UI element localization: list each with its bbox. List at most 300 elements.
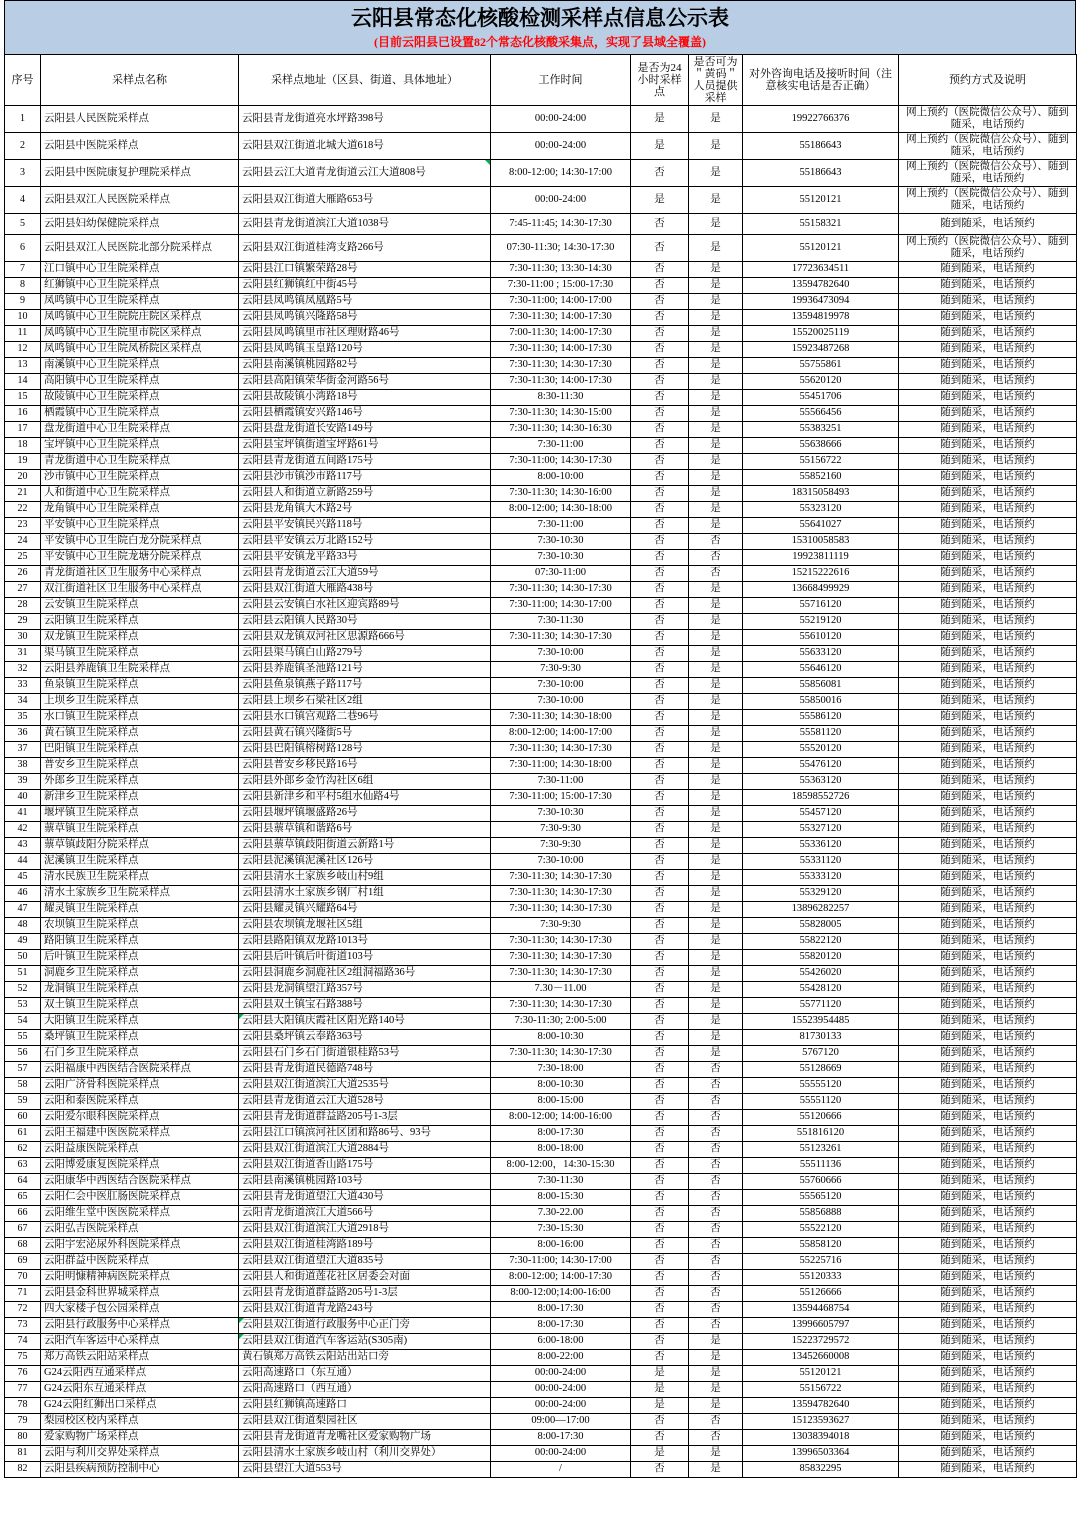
table-row [5, 160, 1077, 187]
cell-seq: 15 [5, 390, 41, 406]
cell-address: 云阳县江口镇滨河社区团和路86号、93号 [239, 1126, 491, 1142]
cell-name: 上坝乡卫生院采样点 [41, 694, 239, 710]
cell-24h: 否 [631, 278, 689, 294]
cell-name: 巴阳镇卫生院采样点 [41, 742, 239, 758]
cell-worktime: 7:30-11:30; 14:30-17:30 [491, 998, 631, 1014]
cell-name: 红狮镇中心卫生院采样点 [41, 278, 239, 294]
cell-booking: 随到随采，电话预约 [899, 1350, 1077, 1366]
table-row [5, 838, 1077, 854]
cell-name: 云阳汽车客运中心采样点 [41, 1334, 239, 1350]
cell-24h: 否 [631, 1462, 689, 1478]
cell-name: 云阳县行政服务中心采样点 [41, 1318, 239, 1334]
cell-worktime: 8:00-10:00 [491, 470, 631, 486]
cell-booking: 随到随采，电话预约 [899, 1382, 1077, 1398]
cell-booking: 随到随采，电话预约 [899, 1030, 1077, 1046]
cell-24h: 否 [631, 1158, 689, 1174]
cell-address: 云阳县红狮镇高速路口 [239, 1398, 491, 1414]
cell-seq: 56 [5, 1046, 41, 1062]
cell-worktime: 7:30-9:30 [491, 822, 631, 838]
cell-24h: 否 [631, 726, 689, 742]
cell-seq: 70 [5, 1270, 41, 1286]
cell-booking: 随到随采，电话预约 [899, 998, 1077, 1014]
cell-yellowcode: 是 [689, 694, 743, 710]
cell-phone: 55186643 [743, 160, 899, 187]
table-row [5, 1062, 1077, 1078]
cell-24h: 否 [631, 374, 689, 390]
cell-worktime: 8:00-10:30 [491, 1030, 631, 1046]
cell-seq: 55 [5, 1030, 41, 1046]
cell-seq: 54 [5, 1014, 41, 1030]
cell-phone: 55820120 [743, 950, 899, 966]
cell-booking: 随到随采，电话预约 [899, 1206, 1077, 1222]
cell-worktime: 7:30-11:30; 14:30-17:30 [491, 1046, 631, 1062]
col-header-worktime: 工作时间 [491, 55, 631, 106]
cell-name: 龙角镇中心卫生院采样点 [41, 502, 239, 518]
cell-yellowcode: 是 [689, 630, 743, 646]
cell-name: 凤鸣镇中心卫生院采样点 [41, 294, 239, 310]
cell-seq: 57 [5, 1062, 41, 1078]
table-row [5, 1462, 1077, 1478]
cell-24h: 否 [631, 710, 689, 726]
table-row [5, 998, 1077, 1014]
table-row [5, 598, 1077, 614]
cell-booking: 随到随采，电话预约 [899, 438, 1077, 454]
cell-booking: 随到随采，电话预约 [899, 534, 1077, 550]
cell-name: G24云阳红狮出口采样点 [41, 1398, 239, 1414]
cell-worktime: 7:30-11:30; 14:30-16:30 [491, 422, 631, 438]
cell-booking: 随到随采，电话预约 [899, 1334, 1077, 1350]
cell-booking: 随到随采，电话预约 [899, 1142, 1077, 1158]
cell-address: 云阳县巴阳镇榕树路128号 [239, 742, 491, 758]
cell-seq: 26 [5, 566, 41, 582]
cell-seq: 30 [5, 630, 41, 646]
cell-booking: 随到随采，电话预约 [899, 806, 1077, 822]
cell-phone: 13038394018 [743, 1430, 899, 1446]
cell-booking: 随到随采，电话预约 [899, 454, 1077, 470]
col-header-yellowcode: 是否可为＂黄码＂人员提供采样 [689, 55, 743, 106]
cell-worktime: 7:30-11:30; 14:30-17:30 [491, 950, 631, 966]
cell-address: 云阳高速路口（东互通） [239, 1366, 491, 1382]
cell-24h: 否 [631, 966, 689, 982]
cell-booking: 随到随采，电话预约 [899, 486, 1077, 502]
cell-booking: 随到随采，电话预约 [899, 1254, 1077, 1270]
table-row [5, 406, 1077, 422]
table-row [5, 726, 1077, 742]
cell-24h: 否 [631, 358, 689, 374]
cell-phone: 55856888 [743, 1206, 899, 1222]
cell-booking: 随到随采，电话预约 [899, 870, 1077, 886]
cell-24h: 否 [631, 1094, 689, 1110]
cell-worktime: 00:00-24:00 [491, 106, 631, 133]
sampling-points-table [4, 54, 1077, 1478]
cell-worktime: 7:30-11:00 [491, 518, 631, 534]
cell-phone: 13996605797 [743, 1318, 899, 1334]
cell-worktime: 7:30-11:00; 14:30-17:30 [491, 454, 631, 470]
cell-seq: 51 [5, 966, 41, 982]
cell-name: 栖霞镇中心卫生院采样点 [41, 406, 239, 422]
cell-phone: 13594468754 [743, 1302, 899, 1318]
cell-phone: 55566456 [743, 406, 899, 422]
table-row [5, 1302, 1077, 1318]
cell-address: 云阳县双土镇宝石路388号 [239, 998, 491, 1014]
table-row [5, 310, 1077, 326]
cell-booking: 随到随采，电话预约 [899, 678, 1077, 694]
table-row [5, 187, 1077, 214]
cell-seq: 4 [5, 187, 41, 214]
cell-worktime: 7:30-11:30; 14:30-17:30 [491, 742, 631, 758]
cell-yellowcode: 否 [689, 1206, 743, 1222]
cell-yellowcode: 是 [689, 454, 743, 470]
cell-worktime: 7:30-11:00 [491, 774, 631, 790]
cell-yellowcode: 是 [689, 518, 743, 534]
cell-24h: 否 [631, 998, 689, 1014]
cell-yellowcode: 是 [689, 438, 743, 454]
cell-address: 云阳县青龙街道云江大道59号 [239, 566, 491, 582]
cell-booking: 随到随采，电话预约 [899, 598, 1077, 614]
cell-24h: 否 [631, 390, 689, 406]
cell-yellowcode: 否 [689, 1174, 743, 1190]
cell-address: 云阳青龙街道滨江大道566号 [239, 1206, 491, 1222]
cell-booking: 随到随采，电话预约 [899, 326, 1077, 342]
cell-worktime: 7:30-9:30 [491, 662, 631, 678]
cell-phone: 18598552726 [743, 790, 899, 806]
cell-24h: 否 [631, 422, 689, 438]
cell-phone: 17723634511 [743, 262, 899, 278]
cell-seq: 7 [5, 262, 41, 278]
cell-phone: 55156722 [743, 1382, 899, 1398]
cell-address: 云阳县青龙街道云江大道528号 [239, 1094, 491, 1110]
cell-name: 凤鸣镇中心卫生院凤桥院区采样点 [41, 342, 239, 358]
cell-name: 盘龙街道中心卫生院采样点 [41, 422, 239, 438]
cell-address: 云阳县龙洞镇望江路357号 [239, 982, 491, 998]
cell-booking: 随到随采，电话预约 [899, 854, 1077, 870]
cell-seq: 60 [5, 1110, 41, 1126]
cell-24h: 否 [631, 160, 689, 187]
cell-name: 后叶镇卫生院采样点 [41, 950, 239, 966]
cell-24h: 否 [631, 870, 689, 886]
cell-booking: 随到随采，电话预约 [899, 1270, 1077, 1286]
cell-worktime: 09:00—17:00 [491, 1414, 631, 1430]
cell-yellowcode: 是 [689, 422, 743, 438]
table-row [5, 854, 1077, 870]
table-frame [4, 0, 1076, 1478]
table-row [5, 966, 1077, 982]
table-row [5, 934, 1077, 950]
cell-yellowcode: 是 [689, 214, 743, 235]
cell-seq: 8 [5, 278, 41, 294]
cell-name: 凤鸣镇中心卫生院里市院区采样点 [41, 326, 239, 342]
cell-phone: 55555120 [743, 1078, 899, 1094]
page-title: 云阳县常态化核酸检测采样点信息公示表 [351, 7, 729, 30]
cell-address: 云阳县鱼泉镇燕子路117号 [239, 678, 491, 694]
cell-worktime: 7:30-11:30; 14:00-17:30 [491, 342, 631, 358]
cell-address: 云阳县南溪镇桃园路103号 [239, 1174, 491, 1190]
cell-worktime: 7:30-9:30 [491, 918, 631, 934]
cell-booking: 随到随采，电话预约 [899, 758, 1077, 774]
cell-name: 江口镇中心卫生院采样点 [41, 262, 239, 278]
cell-yellowcode: 是 [689, 1382, 743, 1398]
table-row [5, 262, 1077, 278]
cell-booking: 随到随采，电话预约 [899, 1014, 1077, 1030]
cell-seq: 23 [5, 518, 41, 534]
cell-name: 水口镇卫生院采样点 [41, 710, 239, 726]
cell-address: 云阳县双江街道滨江大道2535号 [239, 1078, 491, 1094]
cell-booking: 随到随采，电话预约 [899, 790, 1077, 806]
cell-24h: 是 [631, 1366, 689, 1382]
cell-seq: 43 [5, 838, 41, 854]
cell-24h: 否 [631, 1126, 689, 1142]
table-row [5, 534, 1077, 550]
cell-yellowcode: 是 [689, 374, 743, 390]
cell-yellowcode: 是 [689, 742, 743, 758]
cell-worktime: 7:30-11:30; 14:30-17:30 [491, 934, 631, 950]
cell-booking: 随到随采，电话预约 [899, 838, 1077, 854]
cell-address: 云阳县江口镇繁荣路28号 [239, 262, 491, 278]
cell-booking: 随到随采，电话预约 [899, 630, 1077, 646]
cell-phone: 55520120 [743, 742, 899, 758]
cell-24h: 否 [631, 950, 689, 966]
cell-worktime: 7:30-11:30; 14:30-17:30 [491, 582, 631, 598]
cell-name: 云阳县双江人民医院采样点 [41, 187, 239, 214]
cell-worktime: 7:45-11:45; 14:30-17:30 [491, 214, 631, 235]
cell-name: 云阳县养鹿镇卫生院采样点 [41, 662, 239, 678]
cell-worktime: 7:30-11:30; 14:30-17:30 [491, 886, 631, 902]
cell-24h: 否 [631, 1302, 689, 1318]
cell-name: 泥溪镇卫生院采样点 [41, 854, 239, 870]
cell-seq: 22 [5, 502, 41, 518]
cell-seq: 48 [5, 918, 41, 934]
cell-yellowcode: 是 [689, 582, 743, 598]
cell-address: 云阳县凤鸣镇凤凰路5号 [239, 294, 491, 310]
table-row [5, 630, 1077, 646]
cell-yellowcode: 是 [689, 342, 743, 358]
cell-worktime: 7:30-15:30 [491, 1222, 631, 1238]
cell-24h: 否 [631, 790, 689, 806]
cell-phone: 551816120 [743, 1126, 899, 1142]
table-row [5, 470, 1077, 486]
cell-24h: 否 [631, 294, 689, 310]
cell-24h: 否 [631, 1110, 689, 1126]
cell-name: 云阳县疾病预防控制中心 [41, 1462, 239, 1478]
cell-booking: 随到随采，电话预约 [899, 902, 1077, 918]
cell-name: 郑万高铁云阳站采样点 [41, 1350, 239, 1366]
cell-phone: 55850016 [743, 694, 899, 710]
cell-phone: 15310058583 [743, 534, 899, 550]
cell-name: 梨园校区校内采样点 [41, 1414, 239, 1430]
cell-phone: 19922766376 [743, 106, 899, 133]
cell-24h: 否 [631, 454, 689, 470]
table-row [5, 710, 1077, 726]
cell-address: 云阳县外郎乡金竹沟社区6组 [239, 774, 491, 790]
col-header-booking: 预约方式及说明 [899, 55, 1077, 106]
table-row [5, 1366, 1077, 1382]
table-row [5, 390, 1077, 406]
cell-seq: 25 [5, 550, 41, 566]
cell-booking: 随到随采，电话预约 [899, 726, 1077, 742]
cell-name: 洞鹿乡卫生院采样点 [41, 966, 239, 982]
cell-worktime: 7:30-11:30; 14:30-17:30 [491, 358, 631, 374]
table-row [5, 806, 1077, 822]
cell-name: 新津乡卫生院采样点 [41, 790, 239, 806]
cell-phone: 85832295 [743, 1462, 899, 1478]
cell-address: 云阳县农坝镇龙堰社区5组 [239, 918, 491, 934]
cell-name: 石门乡卫生院采样点 [41, 1046, 239, 1062]
cell-worktime: 7:30-11:30; 14:30-16:00 [491, 486, 631, 502]
cell-phone: 55828005 [743, 918, 899, 934]
cell-worktime: 7:30-11:00 [491, 438, 631, 454]
cell-phone: 55126666 [743, 1286, 899, 1302]
cell-booking: 随到随采，电话预约 [899, 710, 1077, 726]
cell-address: 云阳县泥溪镇泥溪社区126号 [239, 854, 491, 870]
table-row [5, 1142, 1077, 1158]
table-row [5, 422, 1077, 438]
cell-worktime: 7:30-9:30 [491, 838, 631, 854]
cell-name: 云阳县中医院康复护理院采样点 [41, 160, 239, 187]
cell-name: 普安乡卫生院采样点 [41, 758, 239, 774]
cell-seq: 14 [5, 374, 41, 390]
cell-seq: 16 [5, 406, 41, 422]
cell-24h: 否 [631, 1270, 689, 1286]
cell-address: 云阳县新津乡和平村5组水仙路4号 [239, 790, 491, 806]
cell-address: 云阳县青龙街道群益路205号1-3层 [239, 1110, 491, 1126]
cell-address: 云阳县养鹿镇圣池路121号 [239, 662, 491, 678]
cell-name: 云阳县双江人民医院北部分院采样点 [41, 235, 239, 262]
cell-24h: 否 [631, 1206, 689, 1222]
cell-worktime: 6:00-18:00 [491, 1334, 631, 1350]
cell-worktime: 7:30-11:00; 14:30-17:00 [491, 598, 631, 614]
table-row [5, 326, 1077, 342]
table-row [5, 1174, 1077, 1190]
cell-worktime: 7:30-11:30; 14:30-18:00 [491, 710, 631, 726]
cell-phone: 55641027 [743, 518, 899, 534]
cell-name: 云阳仁会中医肛肠医院采样点 [41, 1190, 239, 1206]
cell-name: 云阳明慷精神病医院采样点 [41, 1270, 239, 1286]
cell-worktime: 8:00-12:00;14:00-16:00 [491, 1286, 631, 1302]
cell-seq: 9 [5, 294, 41, 310]
table-row [5, 950, 1077, 966]
cell-24h: 否 [631, 646, 689, 662]
cell-booking: 随到随采，电话预约 [899, 566, 1077, 582]
cell-booking: 网上预约（医院微信公众号）、随到随采，电话预约 [899, 133, 1077, 160]
cell-seq: 72 [5, 1302, 41, 1318]
cell-booking: 随到随采，电话预约 [899, 502, 1077, 518]
cell-phone: 55633120 [743, 646, 899, 662]
header-row [5, 55, 1077, 106]
cell-seq: 52 [5, 982, 41, 998]
cell-address: 云阳县双江街道滨江大道2884号 [239, 1142, 491, 1158]
cell-worktime: 00:00-24:00 [491, 187, 631, 214]
cell-seq: 32 [5, 662, 41, 678]
cell-address: 云阳县望江大道553号 [239, 1462, 491, 1478]
cell-24h: 否 [631, 310, 689, 326]
cell-phone: 55822120 [743, 934, 899, 950]
cell-phone: 19923811119 [743, 550, 899, 566]
cell-name: 云安镇卫生院采样点 [41, 598, 239, 614]
cell-yellowcode: 是 [689, 1014, 743, 1030]
cell-worktime: 00:00-24:00 [491, 1366, 631, 1382]
cell-seq: 69 [5, 1254, 41, 1270]
cell-seq: 68 [5, 1238, 41, 1254]
cell-phone: 55760666 [743, 1174, 899, 1190]
cell-booking: 随到随采，电话预约 [899, 518, 1077, 534]
cell-seq: 29 [5, 614, 41, 630]
table-row [5, 1190, 1077, 1206]
cell-seq: 50 [5, 950, 41, 966]
cell-phone: 55120666 [743, 1110, 899, 1126]
cell-worktime: 8:00-12:00; 14:30-18:00 [491, 502, 631, 518]
cell-booking: 随到随采，电话预约 [899, 294, 1077, 310]
table-row [5, 758, 1077, 774]
cell-yellowcode: 否 [689, 1254, 743, 1270]
cell-address: 云阳县红狮镇红中街45号 [239, 278, 491, 294]
cell-address: 云阳县青龙街道群益路205号1-3层 [239, 1286, 491, 1302]
cell-worktime: 00:00-24:00 [491, 1446, 631, 1462]
cell-24h: 否 [631, 1030, 689, 1046]
cell-address: 云阳县沙市镇沙市路117号 [239, 470, 491, 486]
cell-24h: 否 [631, 1350, 689, 1366]
cell-name: 宝坪镇中心卫生院采样点 [41, 438, 239, 454]
cell-phone: 13594819978 [743, 310, 899, 326]
cell-booking: 网上预约（医院微信公众号）、随到随采，电话预约 [899, 187, 1077, 214]
cell-name: 云阳县金科世界城采样点 [41, 1286, 239, 1302]
cell-24h: 否 [631, 694, 689, 710]
cell-worktime: 7.30-22.00 [491, 1206, 631, 1222]
cell-name: 云阳广济骨科医院采样点 [41, 1078, 239, 1094]
cell-yellowcode: 是 [689, 1334, 743, 1350]
cell-24h: 否 [631, 534, 689, 550]
cell-address: 云阳县双江街道望江大道835号 [239, 1254, 491, 1270]
cell-phone: 55858120 [743, 1238, 899, 1254]
cell-yellowcode: 否 [689, 1318, 743, 1334]
cell-worktime: 00:00-24:00 [491, 1382, 631, 1398]
cell-booking: 网上预约（医院微信公众号）、随到随采，电话预约 [899, 106, 1077, 133]
cell-name: 爱家购物广场采样点 [41, 1430, 239, 1446]
cell-worktime: 00:00-24:00 [491, 1398, 631, 1414]
cell-yellowcode: 是 [689, 133, 743, 160]
cell-worktime: 7:30-11:30; 14:30-15:00 [491, 406, 631, 422]
cell-seq: 78 [5, 1398, 41, 1414]
cell-seq: 82 [5, 1462, 41, 1478]
cell-24h: 否 [631, 918, 689, 934]
cell-name: 云阳镇卫生院采样点 [41, 614, 239, 630]
cell-name: 渠马镇卫生院采样点 [41, 646, 239, 662]
cell-phone: 55186643 [743, 133, 899, 160]
cell-worktime: 7:30-11:00; 14:00-17:00 [491, 294, 631, 310]
table-row [5, 438, 1077, 454]
cell-yellowcode: 是 [689, 1446, 743, 1462]
cell-seq: 11 [5, 326, 41, 342]
cell-booking: 随到随采，电话预约 [899, 1446, 1077, 1462]
cell-booking: 随到随采，电话预约 [899, 646, 1077, 662]
table-row [5, 582, 1077, 598]
cell-phone: 13594782640 [743, 1398, 899, 1414]
cell-booking: 网上预约（医院微信公众号）、随到随采，电话预约 [899, 160, 1077, 187]
cell-booking: 随到随采，电话预约 [899, 342, 1077, 358]
cell-booking: 随到随采，电话预约 [899, 1062, 1077, 1078]
table-row [5, 886, 1077, 902]
cell-name: 耀灵镇卫生院采样点 [41, 902, 239, 918]
cell-phone: 55120121 [743, 1366, 899, 1382]
cell-phone: 55383251 [743, 422, 899, 438]
table-row [5, 614, 1077, 630]
cell-24h: 否 [631, 838, 689, 854]
cell-address: 云阳县盘龙街道长安路149号 [239, 422, 491, 438]
cell-seq: 76 [5, 1366, 41, 1382]
cell-address: 云阳县故陵镇小湾路18号 [239, 390, 491, 406]
table-row [5, 486, 1077, 502]
table-row [5, 790, 1077, 806]
cell-yellowcode: 是 [689, 294, 743, 310]
